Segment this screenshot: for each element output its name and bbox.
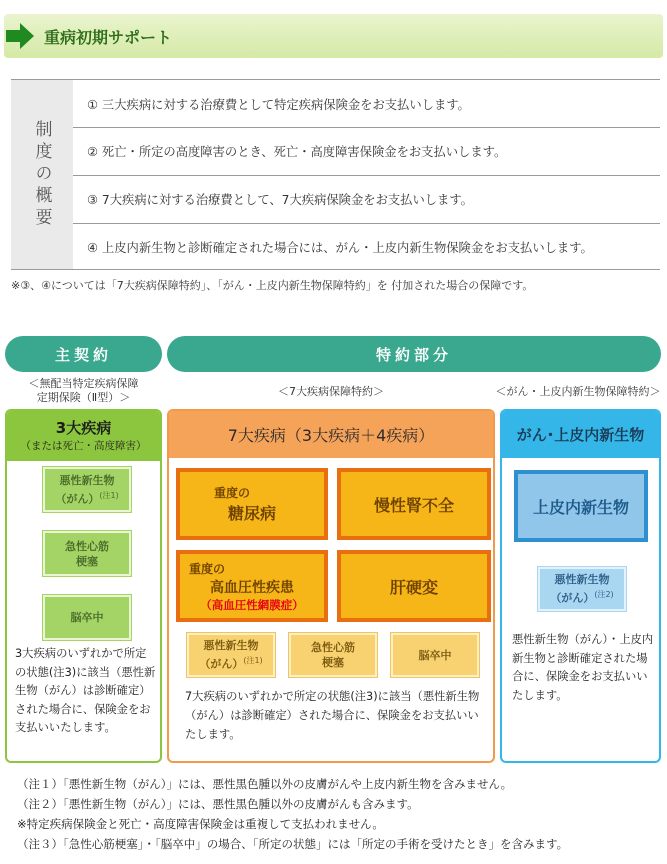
- notes: [17, 774, 568, 854]
- arrow-right-icon: [4, 22, 36, 50]
- cancer-tile: 悪性新生物 （がん）$^{(注1)}$: [43, 467, 131, 512]
- three-disease-description: 3大疾病のいずれかで所定の状態(注3)に該当（悪性新生物（がん）は診断確定）された場合に、保険金をお支払いいたします。: [15, 647, 156, 734]
- cancer-rider-sublabel: ＜がん・上皮内新生物保障特約＞: [495, 385, 661, 398]
- heart-attack-tile: 急性心筋 梗塞: [43, 531, 131, 576]
- three-disease-box: [5, 409, 162, 763]
- seven-disease-header: 7大疾病（3大疾病＋4疾病）: [169, 411, 493, 458]
- rider-pill: 特約部分: [167, 336, 661, 372]
- note-1: （注１）「悪性新生物（がん）」には、悪性黒色腫以外の皮膚がんや上皮内新生物を含みません。: [17, 777, 513, 791]
- seven-disease-sublabel: ＜7大疾病保障特約＞: [278, 385, 384, 398]
- carcinoma-in-situ-tile: 上皮内新生物: [514, 470, 648, 542]
- main-contract-pill: 主契約: [5, 336, 162, 372]
- overview-item-4: ④ 上皮内新生物と診断確定された場合には、がん・上皮内新生物保険金をお支払いします。: [73, 223, 660, 270]
- note-duplicate: ※特定疾病保険金と死亡・高度障害保険金は重複して支払われません。: [17, 817, 384, 831]
- overview-item-1: ① 三大疾病に対する治療費として特定疾病保険金をお支払いします。: [87, 97, 470, 112]
- diabetes-tile: 重度の 糖尿病: [176, 468, 328, 540]
- heart-attack-small-tile: 急性心筋 梗塞: [289, 633, 377, 677]
- cancer-rider-small-tile: 悪性新生物 （がん）$^{(注2)}$: [538, 567, 626, 611]
- overview-item-2: ② 死亡・所定の高度障害のとき、死亡・高度障害保険金をお支払いします。: [73, 127, 660, 174]
- stroke-small-tile: 脳卒中: [391, 633, 479, 677]
- note-3: （注３）「急性心筋梗塞」・「脳卒中」の場合、「所定の状態」には「所定の手術を受けたとき」を含みます。: [17, 837, 569, 851]
- overview-label: 制度の概要: [11, 80, 73, 269]
- hypertension-tile: 重度の 高血圧性疾患 （高血圧性網膜症）: [176, 550, 328, 622]
- cancer-rider-description: 悪性新生物（がん）・上皮内新生物と診断確定された場合に、保険金をお支払いいたします。: [512, 633, 654, 702]
- seven-disease-description: 7大疾病のいずれかで所定の状態(注3)に該当（悪性新生物（がん）は診断確定）された場合に、保険金をお支払いいたします。: [185, 690, 480, 741]
- cancer-rider-box: [500, 409, 661, 763]
- overview-item-3: ③ 7大疾病に対する治療費として、7大疾病保険金をお支払いします。: [73, 175, 660, 222]
- stroke-tile: 脳卒中: [43, 595, 131, 640]
- main-contract-sublabel: ＜無配当特定疾病保障 定期保険（Ⅱ型）＞: [28, 377, 139, 404]
- cirrhosis-tile: 肝硬変: [337, 550, 491, 622]
- three-disease-header: 3大疾病 （または死亡・高度障害）: [7, 411, 160, 461]
- kidney-failure-tile: 慢性腎不全: [337, 468, 491, 540]
- overview-table: [11, 79, 660, 270]
- page-title: 重病初期サポート: [44, 28, 173, 47]
- section-header: [4, 14, 663, 58]
- cancer-small-tile: 悪性新生物 （がん）$^{(注1)}$: [187, 633, 275, 677]
- cancer-rider-header: がん･上皮内新生物: [502, 411, 659, 458]
- note-2: （注２）「悪性新生物（がん）」には、悪性黒色腫以外の皮膚がんも含みます。: [17, 797, 419, 811]
- seven-disease-box: [167, 409, 495, 763]
- overview-footnote: ※③、④については「7大疾病保障特約」、「がん・上皮内新生物保障特約」を 付加された場合の保障です。: [11, 279, 534, 292]
